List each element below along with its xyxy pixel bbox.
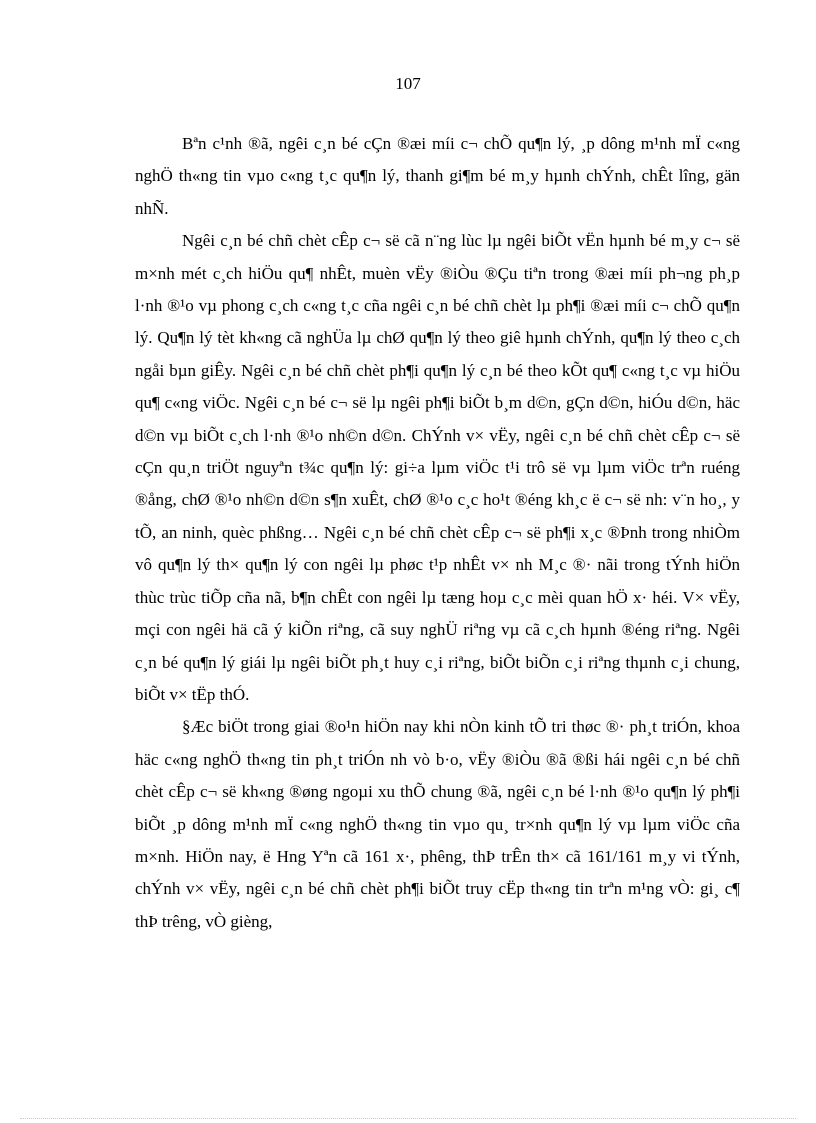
body-text	[135, 128, 740, 938]
page-number: 107	[395, 74, 421, 93]
paragraph-3: §Æc biÖt trong giai ®o¹n hiÖn nay khi nÒn kinh tÕ tri thøc ®· ph¸t triÓn, khoa häc c«ng nghÖ th«ng tin ph¸t triÓn nh vò b·o, vËy ®iÒu ®ã ®ßi hái ngêi c¸n bé chñ chèt cÊp c¬ së kh«ng ®øng ngoµi xu thÕ chung ®ã, ngêi c¸n bé l·nh ®¹o qu¶n lý ph¶i biÕt ¸p dông m¹nh mÏ c«ng nghÖ th«ng tin vµo qu¸ tr×nh qu¶n lý vµ lµm viÖc cña m×nh. HiÖn nay, ë Hng Yªn cã 161 x·, phêng, thÞ trÊn th× cã 161/161 m¸y vi tÝnh, chÝnh v× vËy, ngêi c¸n bé chñ chèt ph¶i biÕt truy cËp th«ng tin trªn m¹ng vÒ: gi¸ c¶ thÞ trêng, vÒ gièng,	[135, 717, 740, 931]
page-bottom-border	[20, 1118, 796, 1119]
paragraph-1: Bªn c¹nh ®ã, ngêi c¸n bé cÇn ®æi míi c¬ chÕ qu¶n lý, ¸p dông m¹nh mÏ c«ng nghÖ th«ng tin vµo c«ng t¸c qu¶n lý, thanh gi¶m bé m¸y hµnh chÝnh, chÊt lîng, gän nhÑ.	[135, 134, 740, 218]
paragraph-2: Ngêi c¸n bé chñ chèt cÊp c¬ së cã n¨ng lùc lµ ngêi biÕt vËn hµnh bé m¸y c¬ së m×nh mét c¸ch hiÖu qu¶ nhÊt, muèn vËy ®iÒu ®Çu tiªn trong ®æi míi ph¬ng ph¸p l·nh ®¹o vµ phong c¸ch c«ng t¸c cña ngêi c¸n bé chñ chèt lµ ph¶i ®æi míi c¬ chÕ qu¶n lý. Qu¶n lý tèt kh«ng cã nghÜa lµ chØ qu¶n lý theo giê hµnh chÝnh, qu¶n lý theo c¸ch ngåi bµn giÊy. Ngêi c¸n bé chñ chèt ph¶i qu¶n lý c¸n bé theo kÕt qu¶ c«ng t¸c vµ hiÖu qu¶ c«ng viÖc. Ngêi c¸n bé c¬ së lµ ngêi ph¶i biÕt b¸m d©n, gÇn d©n, hiÓu d©n, häc d©n vµ biÕt c¸ch l·nh ®¹o nh©n d©n. ChÝnh v× vËy, ngêi c¸n bé chñ chèt cÊp c¬ së cÇn qu¸n triÖt nguyªn t¾c qu¶n lý: gi÷a lµm viÖc t¹i trô së vµ lµm viÖc trªn ruéng ®ång, chØ ®¹o nh©n d©n s¶n xuÊt, chØ ®¹o c¸c ho¹t ®éng kh¸c ë c¬ së nh: v¨n ho¸, y tÕ, an ninh, quèc phßng… Ngêi c¸n bé chñ chèt cÊp c¬ së ph¶i x¸c ®Þnh trong nhiÒm vô qu¶n lý th× qu¶n lý con ngêi lµ phøc t¹p nhÊt v× nh M¸c ®· nãi trong tÝnh hiÖn thùc trùc tiÕp cña nã, b¶n chÊt con ngêi lµ tæng hoµ c¸c mèi quan hÖ x· héi. V× vËy, mçi con ngêi hä cã ý kiÕn riªng, cã suy nghÜ riªng vµ cã c¸ch hµnh ®éng riªng. Ngêi c¸n bé qu¶n lý giái lµ ngêi biÕt ph¸t huy c¸i riªng, biÕt biÕn c¸i riªng thµnh c¸i chung, biÕt v× tËp thÓ.	[135, 231, 740, 704]
